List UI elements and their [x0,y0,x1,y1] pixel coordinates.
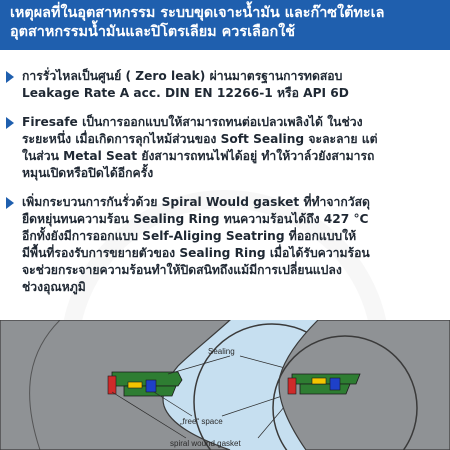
bullet-text-line: การรั่วไหลเป็นศูนย์ ( Zero leak) ผ่านมาตรฐานการทดสอบ [22,69,343,83]
header-title-line2: อุตสาหกรรมน้ำมันและปิโตรเลียม ควรเลือกใช้ [10,24,295,40]
content-area [0,50,450,320]
bullet-text-line: จะช่วยกระจายความร้อนทำให้ปิดสนิทถึงแม้มีการเปลี่ยนแปลง [22,263,342,277]
sealing-ring-right [312,378,326,384]
label-free-space: „free“ space [180,417,223,426]
bullet-text-line: ช่วงอุณหภูมิ [22,280,86,294]
valve-seal-diagram [0,320,450,450]
bullet-arrow-icon [6,197,14,209]
label-spiral-wound-gasket: spiral wound gasket [170,439,241,448]
header-banner [0,0,450,50]
bullet-arrow-icon [6,71,14,83]
spring-block-right [330,378,340,390]
feature-bullet-zero-leak [0,68,450,102]
seat-body-right [300,384,350,394]
gasket-left [108,376,116,394]
bullet-text-line: เพิ่มกระบวนการกันรั่วด้วย Spiral Would gasket ที่ทำจากวัสดุ [22,195,370,209]
bullet-text-line: ระยะหนึ่ง เมื่อเกิดการลุกไหม้ส่วนของ Soft Sealing จะละลาย แต่ [22,132,378,146]
sealing-ring-left [128,382,142,388]
bullet-text-line: อีกทั้งยังมีการออกแบบ Self-Aliging Seatring ที่ออกแบบให้ [22,229,357,243]
label-sealing: Sealing [208,347,235,356]
bullet-arrow-icon [6,117,14,129]
header-title-line1: เหตุผลที่ในอุตสาหกรรม ระบบขุดเจาะน้ำมัน และก๊าซใต้ทะเล [10,5,385,21]
feature-list [0,68,450,308]
spring-block-left [146,380,156,392]
bullet-text-line: มีพื้นที่รองรับการขยายตัวของ Sealing Ring เมื่อได้รับความร้อน [22,246,370,260]
valve-seal-svg [0,320,450,450]
bullet-text-line: Leakage Rate A acc. DIN EN 12266-1 หรือ API 6D [22,86,349,100]
feature-bullet-spiral-gasket [0,194,450,296]
gasket-right [288,378,296,394]
bullet-text-line: ยืดหยุ่นทนความร้อน Sealing Ring ทนความร้อนได้ถึง 427 °C [22,212,369,226]
bullet-text-line: ในส่วน Metal Seat ยังสามารถทนไฟได้อยู่ ทำให้วาล์วยังสามารถ [22,149,375,163]
bullet-text-line: หมุนเปิดหรือปิดได้อีกครั้ง [22,166,154,180]
bullet-text-line: Firesafe เป็นการออกแบบให้สามารถทนต่อเปลวเพลิงได้ ในช่วง [22,115,363,129]
feature-bullet-firesafe [0,114,450,182]
